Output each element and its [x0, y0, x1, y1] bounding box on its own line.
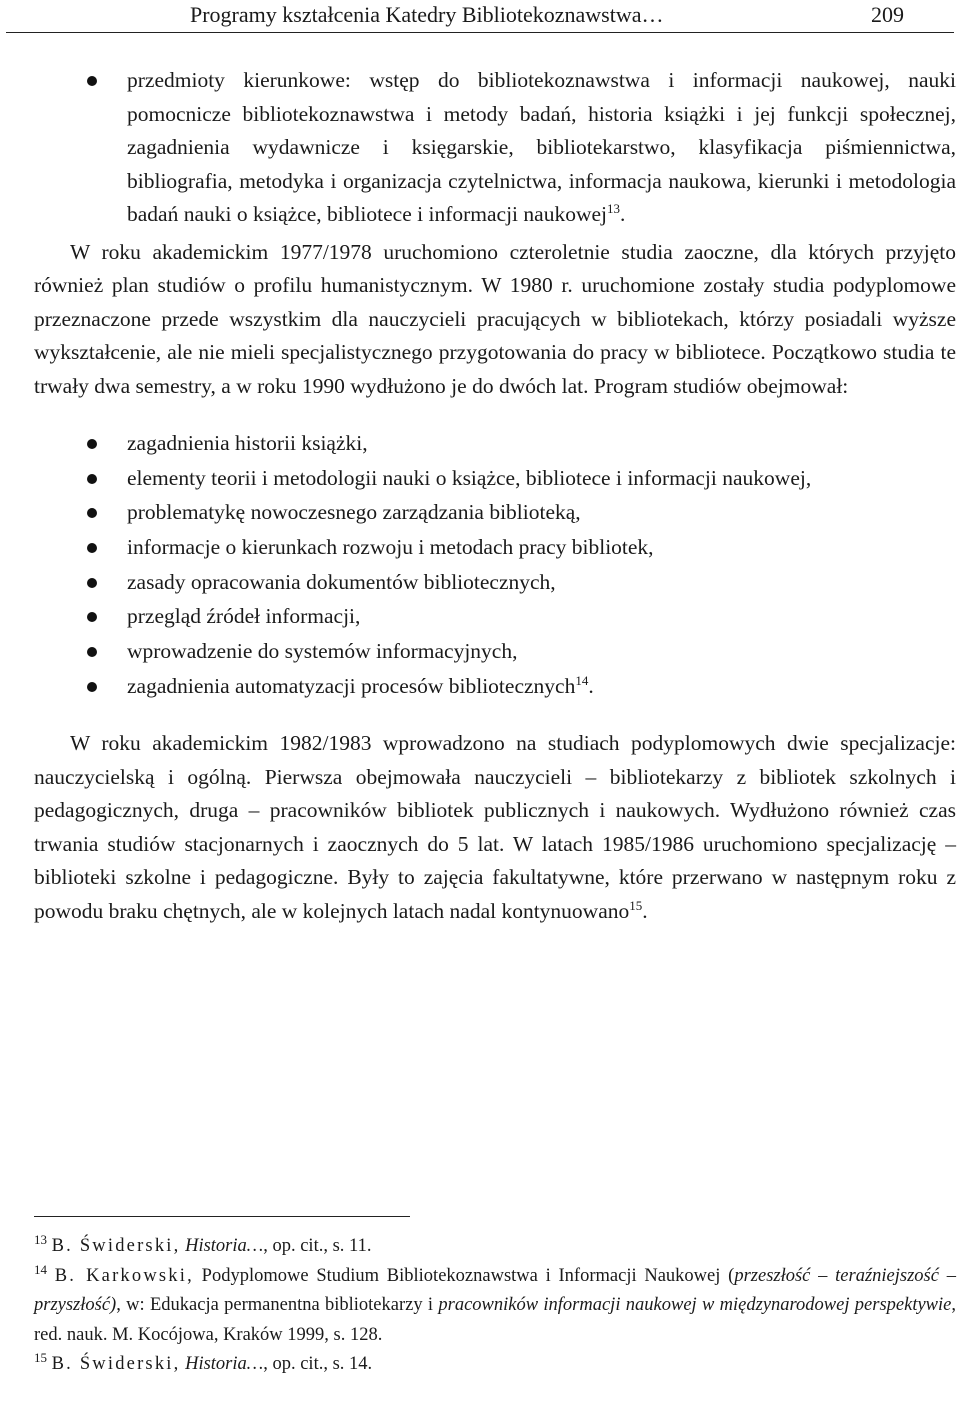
header-rule — [6, 32, 954, 33]
list-item: przedmioty kierunkowe: wstęp do bibliotekoznawstwa i informacji naukowej, nauki pomocnicze bibliotekoznawstwa i metody badań, historia książki i jej funkcji społecznej, zagadnienia wydawnicze i księgarskie, bibliotekarstwo, klasyfikacja piśmiennictwa, bibliografia, metodyka i organizacja czytelnictwa, informacja naukowa, kierunki i metodologia badań nauki o książce, bibliotece i informacji naukowej$^{13}$. — [127, 64, 956, 232]
list-item: zagadnienia automatyzacji procesów bibliotecznych$^{14}$. — [127, 670, 956, 704]
list-item: zasady opracowania dokumentów bibliotecznych, — [127, 566, 956, 600]
footnotes — [34, 1232, 956, 1380]
list-item: elementy teorii i metodologii nauki o książce, bibliotece i informacji naukowej, — [127, 462, 956, 496]
footnote-title: Historia… — [185, 1354, 264, 1374]
footnote-number: 14 — [34, 1261, 47, 1277]
footnote-number: 13 — [34, 1231, 47, 1247]
body-paragraph: W roku akademickim 1977/1978 uruchomiono czteroletnie studia zaoczne, dla których przyjęto również plan studiów o profilu humanistycznym. W 1980 r. uruchomione zostały studia podyplomowe przeznaczone przede wszystkim dla nauczycieli pracujących w bibliotekach, którzy posiadali wyższe wykształcenie, ale nie mieli specjalistycznego przygotowania do pracy w bibliotece. Początkowo studia te trwały dwa semestry, a w roku 1990 wydłużono je do dwóch lat. Program studiów obejmował: — [34, 239, 956, 398]
list-item: wprowadzenie do systemów informacyjnych, — [127, 635, 956, 669]
page-number: 209 — [871, 2, 904, 27]
page-header — [0, 0, 960, 34]
footnote-author: B. Świderski, — [51, 1354, 181, 1374]
footnote-author: B. Karkowski, — [54, 1265, 194, 1286]
list-item: przegląd źródeł informacji, — [127, 600, 956, 634]
running-title: Programy kształcenia Katedry Bibliotekoznawstwa… — [190, 2, 664, 27]
footnote-14: $^{14}$ B. Karkowski, Podyplomowe Studium Bibliotekoznawstwa i Informacji Naukowej (przeszłość – teraźniejszość – przyszłość), w: Edukacja permanentna bibliotekarzy i pracowników informacji naukowej w międzynarodowej perspektywie, red. nauk. M. Kocójowa, Kraków 1999, s. 128. — [34, 1261, 956, 1345]
footnote-title: Podyplomowe Studium Bibliotekoznawstwa i Informacji Naukowej ( — [201, 1265, 735, 1286]
footnote-ref-15[interactable]: 15 — [629, 897, 643, 913]
list-item: informacje o kierunkach rozwoju i metodach pracy bibliotek, — [127, 531, 956, 565]
footnote-15: $^{15}$ B. Świderski, Historia…, op. cit., s. 14. — [34, 1349, 373, 1374]
list-item: zagadnienia historii książki, — [127, 427, 956, 461]
body-paragraph: W roku akademickim 1982/1983 wprowadzono na studiach podyplomowych dwie specjalizacje: nauczycielską i ogólną. Pierwsza obejmowała nauczycieli – bibliotekarzy z bibliotek szkolnych i pedagogicznych, druga – pracowników bibliotek publicznych i naukowych. Wydłużono również czas trwania studiów stacjonarnych i zaocznych do 5 lat. W latach 1985/1986 uruchomiono specjalizację – biblioteki szkolne i pedagogiczne. Były to zajęcia fakultatywne, które przerwano w następnym roku z powodu braku chętnych, ale w kolejnych latach nadal kontynuowano$^{15}$. — [34, 731, 956, 923]
list-item: problematykę nowoczesnego zarządzania biblioteką, — [127, 496, 956, 530]
bullet-list-program — [34, 427, 956, 703]
footnote-author: B. Świderski, — [51, 1236, 181, 1256]
footnote-ref-13[interactable]: 13 — [607, 200, 620, 216]
bullet-list-subjects — [34, 64, 956, 232]
footnote-ref-14[interactable]: 14 — [575, 672, 589, 688]
footnote-rule — [34, 1216, 410, 1217]
page-body — [34, 64, 956, 928]
footnote-number: 15 — [34, 1349, 47, 1365]
footnote-13: $^{13}$ B. Świderski, Historia…, op. cit., s. 11. — [34, 1231, 372, 1256]
footnote-title: Historia… — [185, 1236, 264, 1256]
